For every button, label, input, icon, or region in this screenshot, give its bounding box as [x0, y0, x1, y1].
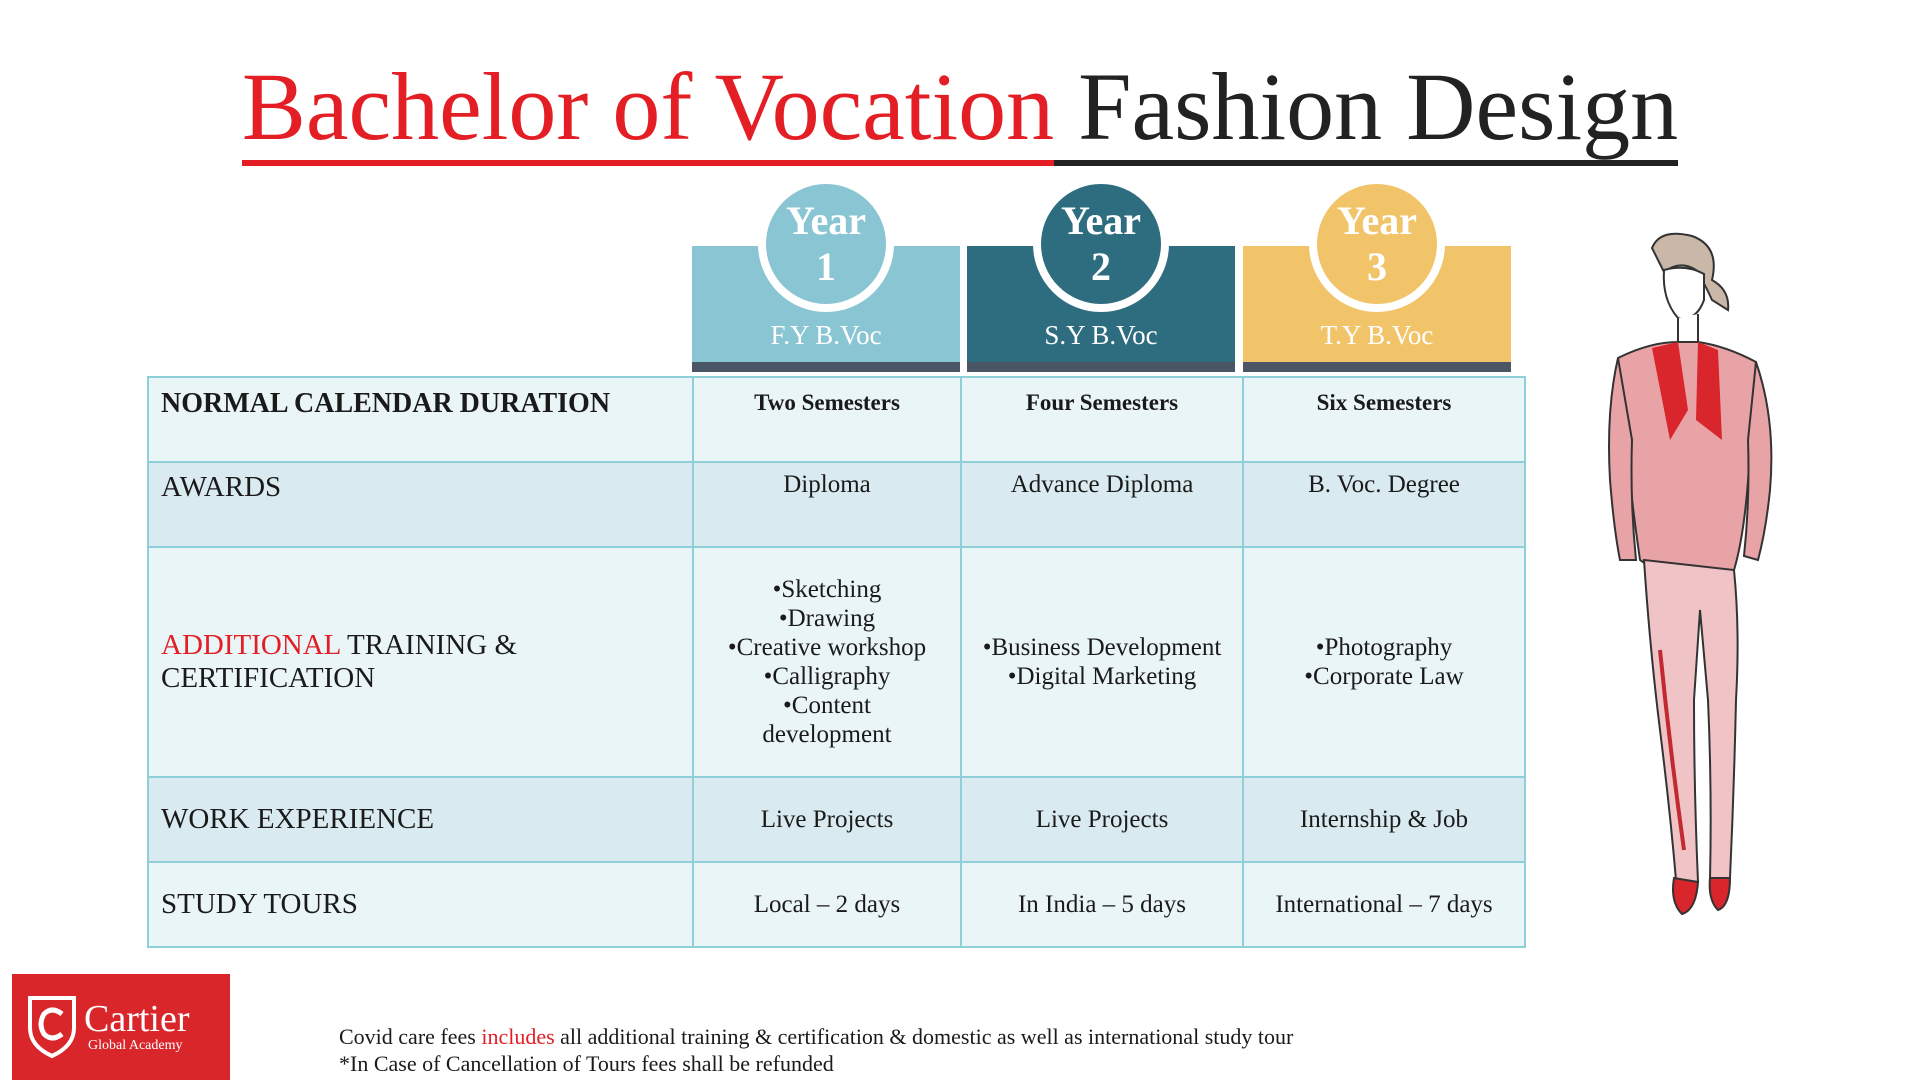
cell-awards-y2: Advance Diploma: [961, 462, 1243, 547]
year-1-header: [692, 176, 960, 372]
cell-duration-y1: Two Semesters: [693, 377, 961, 462]
cell-duration-y2: Four Semesters: [961, 377, 1243, 462]
cell-tours-y2: In India – 5 days: [961, 862, 1243, 947]
list-item: •Content: [783, 692, 871, 719]
footnote-covid: [339, 1024, 1293, 1051]
training-list-y2: [962, 633, 1242, 691]
row-label-awards: AWARDS: [148, 462, 693, 547]
year-3-circle: [1309, 176, 1445, 312]
cell-awards-y1: Diploma: [693, 462, 961, 547]
cell-work-y3: Internship & Job: [1243, 777, 1525, 862]
list-item: •Digital Marketing: [1007, 663, 1197, 690]
cell-tours-y3: International – 7 days: [1243, 862, 1525, 947]
cell-duration-y3: Six Semesters: [1243, 377, 1525, 462]
list-item: •Photography: [1315, 634, 1453, 661]
footnote-covid-a: Covid care fees: [339, 1024, 482, 1049]
title-subject: Fashion Design: [1078, 53, 1678, 166]
list-item: •Calligraphy: [763, 663, 891, 690]
row-label-training: [148, 547, 693, 777]
table-row-awards: [148, 462, 1525, 547]
footnote-covid-b: all additional training & certification & domestic as well as international study tour: [554, 1024, 1294, 1049]
table-row-work: [148, 777, 1525, 862]
list-item: •Sketching: [772, 576, 882, 603]
cell-training-y2: [961, 547, 1243, 777]
year-2-number: 2: [1091, 244, 1111, 289]
cell-work-y1: Live Projects: [693, 777, 961, 862]
cell-work-y2: Live Projects: [961, 777, 1243, 862]
footnote-refund: *In Case of Cancellation of Tours fees shall be refunded: [339, 1050, 834, 1076]
table-row-duration: [148, 377, 1525, 462]
row-label-work: WORK EXPERIENCE: [148, 777, 693, 862]
year-2-code: S.Y B.Voc: [1044, 320, 1158, 350]
row-label-duration: NORMAL CALENDAR DURATION: [148, 377, 693, 462]
year-3-number: 3: [1367, 244, 1387, 289]
title-highlight: Bachelor of Vocation: [242, 53, 1054, 166]
list-item: •Creative workshop: [727, 634, 927, 661]
page-title: [0, 52, 1920, 162]
year-2-header: [967, 176, 1235, 372]
logo-brand: Cartier: [84, 997, 190, 1040]
year-1-number: 1: [816, 244, 836, 289]
logo-text: [84, 997, 190, 1055]
year-3-code: T.Y B.Voc: [1320, 320, 1434, 350]
list-item: development: [762, 721, 892, 748]
year-1-word: Year: [786, 198, 866, 243]
year-1-circle: [758, 176, 894, 312]
table-row-training: [148, 547, 1525, 777]
training-list-y3: [1244, 633, 1524, 691]
row-label-tours: STUDY TOURS: [148, 862, 693, 947]
fashion-sketch-illustration: [1600, 230, 1800, 930]
year-2-circle: [1033, 176, 1169, 312]
title-space: [1054, 53, 1078, 166]
cell-training-y3: [1243, 547, 1525, 777]
year-1-code: F.Y B.Voc: [770, 320, 882, 350]
logo-tagline: Global Academy: [88, 1037, 183, 1053]
footnote-covid-highlight: includes: [481, 1024, 555, 1049]
table-row-tours: [148, 862, 1525, 947]
training-label-rest: TRAINING &: [340, 629, 518, 661]
list-item: •Corporate Law: [1304, 663, 1464, 690]
training-label-highlight: ADDITIONAL: [161, 629, 341, 661]
year-3-header: [1243, 176, 1511, 372]
year-3-word: Year: [1337, 198, 1417, 243]
footnotes: [339, 1024, 1293, 1078]
training-list-y1: [694, 575, 960, 749]
cell-awards-y3: B. Voc. Degree: [1243, 462, 1525, 547]
cartier-logo: [12, 974, 230, 1080]
cell-tours-y1: Local – 2 days: [693, 862, 961, 947]
year-2-word: Year: [1061, 198, 1141, 243]
shield-c-icon: [26, 994, 78, 1060]
list-item: •Drawing: [778, 605, 876, 632]
training-label-line2: CERTIFICATION: [161, 662, 376, 694]
cell-training-y1: [693, 547, 961, 777]
list-item: •Business Development: [982, 634, 1222, 661]
program-table: [147, 376, 1526, 948]
